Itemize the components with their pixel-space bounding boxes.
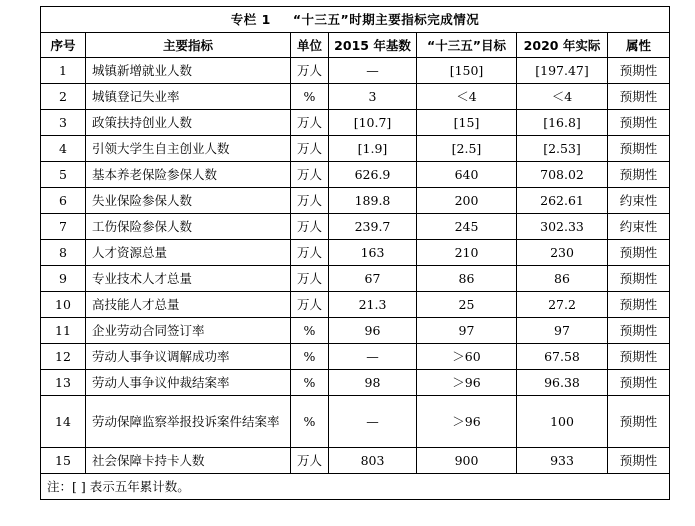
row-base: 163 [329, 240, 417, 266]
table-row [41, 344, 670, 370]
row-no: 8 [41, 240, 86, 266]
row-unit: 万人 [291, 162, 329, 188]
row-base: [1.9] [329, 136, 417, 162]
row-attr: 预期性 [608, 162, 670, 188]
row-attr: 约束性 [608, 214, 670, 240]
row-name: 引领大学生自主创业人数 [86, 136, 291, 162]
row-target: [15] [417, 110, 517, 136]
row-actual: [197.47] [517, 58, 608, 84]
row-unit: 万人 [291, 240, 329, 266]
row-unit: 万人 [291, 58, 329, 84]
row-actual: 100 [517, 396, 608, 448]
row-base: 803 [329, 448, 417, 474]
row-attr: 预期性 [608, 344, 670, 370]
row-unit: % [291, 84, 329, 110]
row-base: — [329, 396, 417, 448]
row-name: 基本养老保险参保人数 [86, 162, 291, 188]
row-attr: 预期性 [608, 110, 670, 136]
row-base: 239.7 [329, 214, 417, 240]
row-name: 劳动人事争议仲裁结案率 [86, 370, 291, 396]
row-target: 25 [417, 292, 517, 318]
row-actual: 67.58 [517, 344, 608, 370]
row-no: 9 [41, 266, 86, 292]
row-attr: 预期性 [608, 240, 670, 266]
row-no: 11 [41, 318, 86, 344]
row-name: 劳动人事争议调解成功率 [86, 344, 291, 370]
row-no: 1 [41, 58, 86, 84]
indicator-table-container [40, 6, 669, 500]
row-base: 21.3 [329, 292, 417, 318]
table-row [41, 318, 670, 344]
row-unit: 万人 [291, 136, 329, 162]
row-attr: 预期性 [608, 318, 670, 344]
header-name: 主要指标 [86, 33, 291, 58]
row-no: 12 [41, 344, 86, 370]
row-name: 劳动保障监察举报投诉案件结案率 [86, 396, 291, 448]
row-unit: % [291, 370, 329, 396]
row-target: 200 [417, 188, 517, 214]
row-actual: 708.02 [517, 162, 608, 188]
header-base: 2015 年基数 [329, 33, 417, 58]
row-attr: 预期性 [608, 370, 670, 396]
row-base: — [329, 58, 417, 84]
caption-title: “十三五”时期主要指标完成情况 [292, 12, 480, 27]
row-actual: 86 [517, 266, 608, 292]
header-attr: 属性 [608, 33, 670, 58]
row-no: 2 [41, 84, 86, 110]
row-base: 96 [329, 318, 417, 344]
row-name: 工伤保险参保人数 [86, 214, 291, 240]
table-caption [41, 7, 670, 33]
row-unit: 万人 [291, 292, 329, 318]
row-actual: [16.8] [517, 110, 608, 136]
table-row [41, 162, 670, 188]
row-actual: 302.33 [517, 214, 608, 240]
row-no: 4 [41, 136, 86, 162]
row-base: 98 [329, 370, 417, 396]
table-note: 注：[ ] 表示五年累计数。 [41, 474, 670, 500]
row-name: 社会保障卡持卡人数 [86, 448, 291, 474]
row-actual: [2.53] [517, 136, 608, 162]
row-actual: 97 [517, 318, 608, 344]
row-unit: 万人 [291, 448, 329, 474]
row-target: ＜4 [417, 84, 517, 110]
row-unit: % [291, 396, 329, 448]
table-row [41, 136, 670, 162]
row-no: 5 [41, 162, 86, 188]
row-attr: 约束性 [608, 188, 670, 214]
row-attr: 预期性 [608, 266, 670, 292]
row-unit: 万人 [291, 214, 329, 240]
row-no: 3 [41, 110, 86, 136]
row-base: 67 [329, 266, 417, 292]
table-row [41, 58, 670, 84]
row-name: 人才资源总量 [86, 240, 291, 266]
header-target: “十三五”目标 [417, 33, 517, 58]
row-actual: 27.2 [517, 292, 608, 318]
row-target: ＞96 [417, 370, 517, 396]
row-name: 城镇新增就业人数 [86, 58, 291, 84]
table-row [41, 396, 670, 448]
row-attr: 预期性 [608, 58, 670, 84]
table-row [41, 266, 670, 292]
row-no: 6 [41, 188, 86, 214]
row-target: 245 [417, 214, 517, 240]
row-name: 政策扶持创业人数 [86, 110, 291, 136]
row-no: 14 [41, 396, 86, 448]
row-actual: 96.38 [517, 370, 608, 396]
row-base: 626.9 [329, 162, 417, 188]
row-base: [10.7] [329, 110, 417, 136]
row-target: ＞96 [417, 396, 517, 448]
header-actual: 2020 年实际 [517, 33, 608, 58]
table-row [41, 188, 670, 214]
row-target: [150] [417, 58, 517, 84]
row-name: 城镇登记失业率 [86, 84, 291, 110]
row-name: 企业劳动合同签订率 [86, 318, 291, 344]
row-no: 7 [41, 214, 86, 240]
header-unit: 单位 [291, 33, 329, 58]
row-attr: 预期性 [608, 396, 670, 448]
row-unit: 万人 [291, 188, 329, 214]
indicator-table [40, 6, 670, 500]
row-target: 86 [417, 266, 517, 292]
row-actual: 933 [517, 448, 608, 474]
row-actual: 262.61 [517, 188, 608, 214]
row-attr: 预期性 [608, 292, 670, 318]
row-actual: ＜4 [517, 84, 608, 110]
row-no: 15 [41, 448, 86, 474]
row-target: 97 [417, 318, 517, 344]
caption-prefix: 专栏 1 [230, 12, 271, 27]
row-attr: 预期性 [608, 136, 670, 162]
table-row [41, 448, 670, 474]
header-row [41, 33, 670, 58]
row-base: — [329, 344, 417, 370]
row-name: 失业保险参保人数 [86, 188, 291, 214]
row-name: 专业技术人才总量 [86, 266, 291, 292]
row-unit: 万人 [291, 266, 329, 292]
row-target: 900 [417, 448, 517, 474]
row-base: 3 [329, 84, 417, 110]
table-row [41, 110, 670, 136]
table-row [41, 240, 670, 266]
table-row [41, 84, 670, 110]
row-name: 高技能人才总量 [86, 292, 291, 318]
table-row [41, 292, 670, 318]
row-base: 189.8 [329, 188, 417, 214]
table-row [41, 370, 670, 396]
row-no: 10 [41, 292, 86, 318]
row-target: 210 [417, 240, 517, 266]
note-row [41, 474, 670, 500]
table-row [41, 214, 670, 240]
row-unit: % [291, 318, 329, 344]
row-unit: 万人 [291, 110, 329, 136]
row-attr: 预期性 [608, 84, 670, 110]
row-actual: 230 [517, 240, 608, 266]
row-target: 640 [417, 162, 517, 188]
row-attr: 预期性 [608, 448, 670, 474]
row-target: [2.5] [417, 136, 517, 162]
row-target: ＞60 [417, 344, 517, 370]
row-unit: % [291, 344, 329, 370]
row-no: 13 [41, 370, 86, 396]
header-no: 序号 [41, 33, 86, 58]
